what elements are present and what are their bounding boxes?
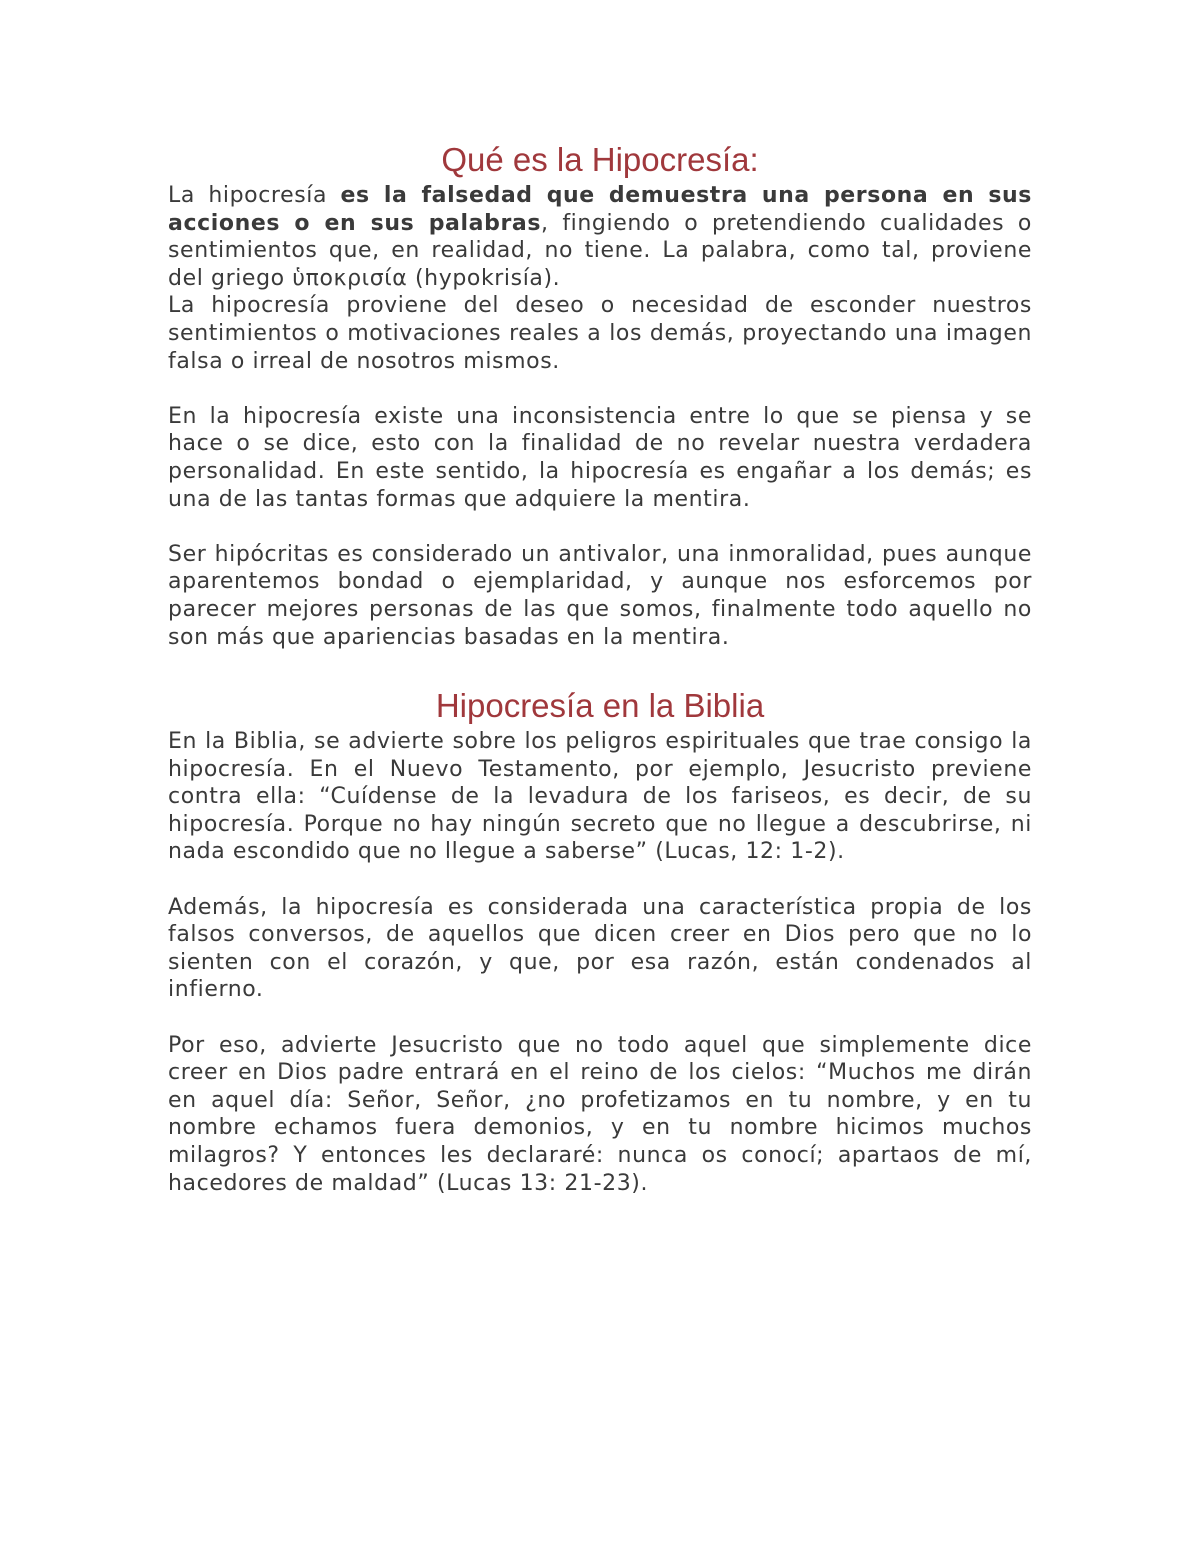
document-page xyxy=(168,138,1032,1197)
paragraph-por-eso: Por eso, advierte Jesucristo que no todo aquel que simplemente dice creer en Dios padre entrará en el reino de los cielos: “Muchos me dirán en aquel día: Señor, Señor, ¿no profetizamos en tu nombre, y en tu nombre echamos fuera demonios, y en tu nombre hicimos muchos milagros? Y entonces les declararé: nunca os conocí; apartaos de mí, hacedores de maldad” (Lucas 13: 21-23). xyxy=(168,1032,1032,1196)
section-title-que-es: Qué es la Hipocresía: xyxy=(441,141,759,178)
paragraph-definition xyxy=(168,182,1032,292)
definition-lead: La hipocresía xyxy=(168,183,341,208)
paragraph-biblia: En la Biblia, se advierte sobre los peligros espirituales que trae consigo la hipocresía. En el Nuevo Testamento, por ejemplo, Jesucristo previene contra ella: “Cuídense de la levadura de los fariseos, es decir, de su hipocresía. Porque no hay ningún secreto que no llegue a descubrirse, ni nada escondido que no llegue a saberse” (Lucas, 12: 1-2). xyxy=(168,729,1032,865)
paragraph-origin: La hipocresía proviene del deseo o necesidad de esconder nuestros sentimientos o motivaciones reales a los demás, proyectando una imagen falsa o irreal de nosotros mismos. xyxy=(168,293,1032,374)
section-title-biblia: Hipocresía en la Biblia xyxy=(435,687,765,725)
paragraph-antivalor: Ser hipócritas es considerado un antivalor, una inmoralidad, pues aunque aparentemos bondad o ejemplaridad, y aunque nos esforcemos por parecer mejores personas de las que somos, finalmente todo aquello no son más que apariencias basadas en la mentira. xyxy=(168,541,1032,650)
definition-rest: , fingiendo o pretendiendo cualidades o sentimientos que, en realidad, no tiene. La palabra, como tal, proviene del griego ὑποκρισία (hypokrisía). xyxy=(168,210,1032,291)
definition-bold: es la falsedad que demuestra una persona en sus acciones o en sus palabras xyxy=(168,183,1032,236)
paragraph-falsos-conversos: Además, la hipocresía es considerada una característica propia de los falsos conversos, de aquellos que dicen creer en Dios pero que no lo sienten con el corazón, y que, por esa razón, están condenados al infierno. xyxy=(168,894,1032,1003)
paragraph-inconsistency: En la hipocresía existe una inconsistencia entre lo que se piensa y se hace o se dice, esto con la finalidad de no revelar nuestra verdadera personalidad. En este sentido, la hipocresía es engañar a los demás; es una de las tantas formas que adquiere la mentira. xyxy=(168,403,1032,512)
